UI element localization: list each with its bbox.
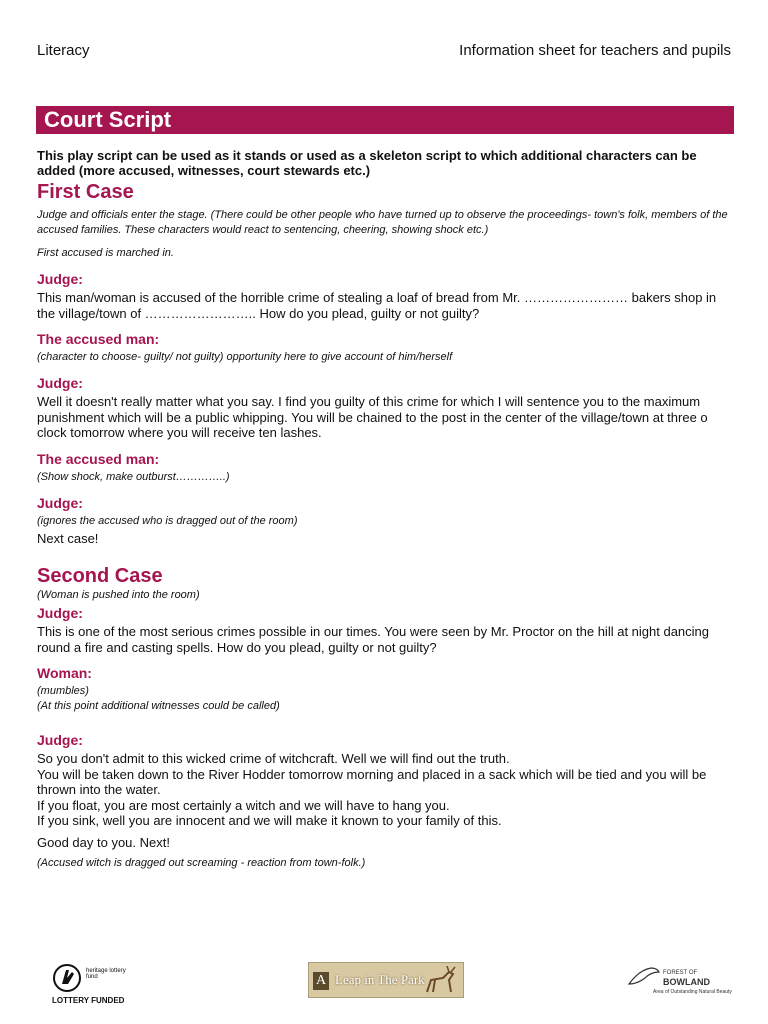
fob-name-label: BOWLAND (663, 977, 710, 987)
dialogue-text: You will be taken down to the River Hodder tomorrow morning and placed in a sack which will be tied and you will be thrown into the water. (37, 766, 707, 797)
forest-of-bowland-logo (625, 962, 735, 1002)
bird-icon (627, 964, 661, 988)
script-content (37, 148, 737, 877)
stage-direction: (At this point additional witnesses could be called) (37, 700, 280, 712)
speaker-label: The accused man: (37, 450, 160, 467)
case-title-first: First Case (37, 181, 134, 203)
dialogue-text: Good day to you. Next! (37, 834, 170, 850)
hlf-label: heritage lottery fund (86, 968, 126, 980)
stage-direction: (Show shock, make outburst…………..) (37, 470, 230, 483)
page-title: Court Script (44, 107, 172, 132)
lottery-funded-label: LOTTERY FUNDED (52, 996, 125, 1005)
header-subject: Literacy (37, 42, 90, 59)
dialogue-text: Well it doesn't really matter what you say. I find you guilty of this crime for which I will sentence you to the maximum punishment which will be a public whipping. You will be chained to the post in the center of the village/town at three o clock tomorrow where you will receive ten lashes. (37, 394, 708, 440)
deer-icon (421, 966, 459, 994)
dialogue-text: Next case! (37, 530, 99, 546)
stage-direction: (ignores the accused who is dragged out of the room) (37, 514, 298, 527)
speaker-label: Judge: (37, 605, 83, 621)
stage-direction: (character to choose- guilty/ not guilty) opportunity here to give account of him/herself (37, 351, 453, 363)
speaker-label: Judge: (37, 732, 83, 748)
intro-text: This play script can be used as it stands or used as a skeleton script to which additional characters can be added (more accused, witnesses, court stewards etc.) (37, 148, 697, 178)
speaker-label: Woman: (37, 665, 92, 681)
dialogue-text: If you float, you are most certainly a witch and we will have to hang you. (37, 797, 450, 813)
leap-logo-initial: A (313, 972, 329, 990)
speaker-label: Judge: (37, 375, 83, 391)
lottery-crossed-fingers-icon (52, 962, 82, 994)
heritage-lottery-fund-logo (52, 962, 132, 1008)
title-banner (36, 106, 734, 134)
speaker-label: The accused man: (37, 331, 160, 347)
dialogue-text: This man/woman is accused of the horrible crime of stealing a loaf of bread from Mr. …………………… bakers shop in the village/town of …………………….. How do you plead, guilty or not guilty? (37, 290, 717, 321)
header-sheet-type: Information sheet for teachers and pupils (459, 42, 731, 59)
dialogue-text: So you don't admit to this wicked crime of witchcraft. Well we will find out the truth. (37, 751, 510, 766)
speaker-label: Judge: (37, 494, 83, 511)
stage-direction: Judge and officials enter the stage. (There could be other people who have turned up to observe the proceedings- town's folk, members of the accused families. These characters would react to sentencing, cheering, showing shock etc.) (37, 209, 728, 236)
fob-top-label: FOREST OF (663, 970, 698, 976)
dialogue-text: This is one of the most serious crimes possible in our times. You were seen by Mr. Proctor on the hill at night dancing round a fire and casting spells. How do you plead, guilty or not guilty? (37, 624, 710, 655)
stage-direction: (Accused witch is dragged out screaming - reaction from town-folk.) (37, 857, 366, 869)
dialogue-text: If you sink, well you are innocent and we will make it known to your family of this. (37, 813, 502, 828)
leap-logo-text: Leap in The Park (335, 972, 425, 987)
case-title-second: Second Case (37, 565, 163, 587)
stage-direction: First accused is marched in. (37, 247, 174, 259)
leap-in-the-park-logo (308, 962, 464, 998)
stage-direction: (mumbles) (37, 685, 89, 697)
fob-sub-label: Area of Outstanding Natural Beauty (653, 989, 732, 995)
stage-direction: (Woman is pushed into the room) (37, 589, 200, 601)
speaker-label: Judge: (37, 271, 83, 287)
